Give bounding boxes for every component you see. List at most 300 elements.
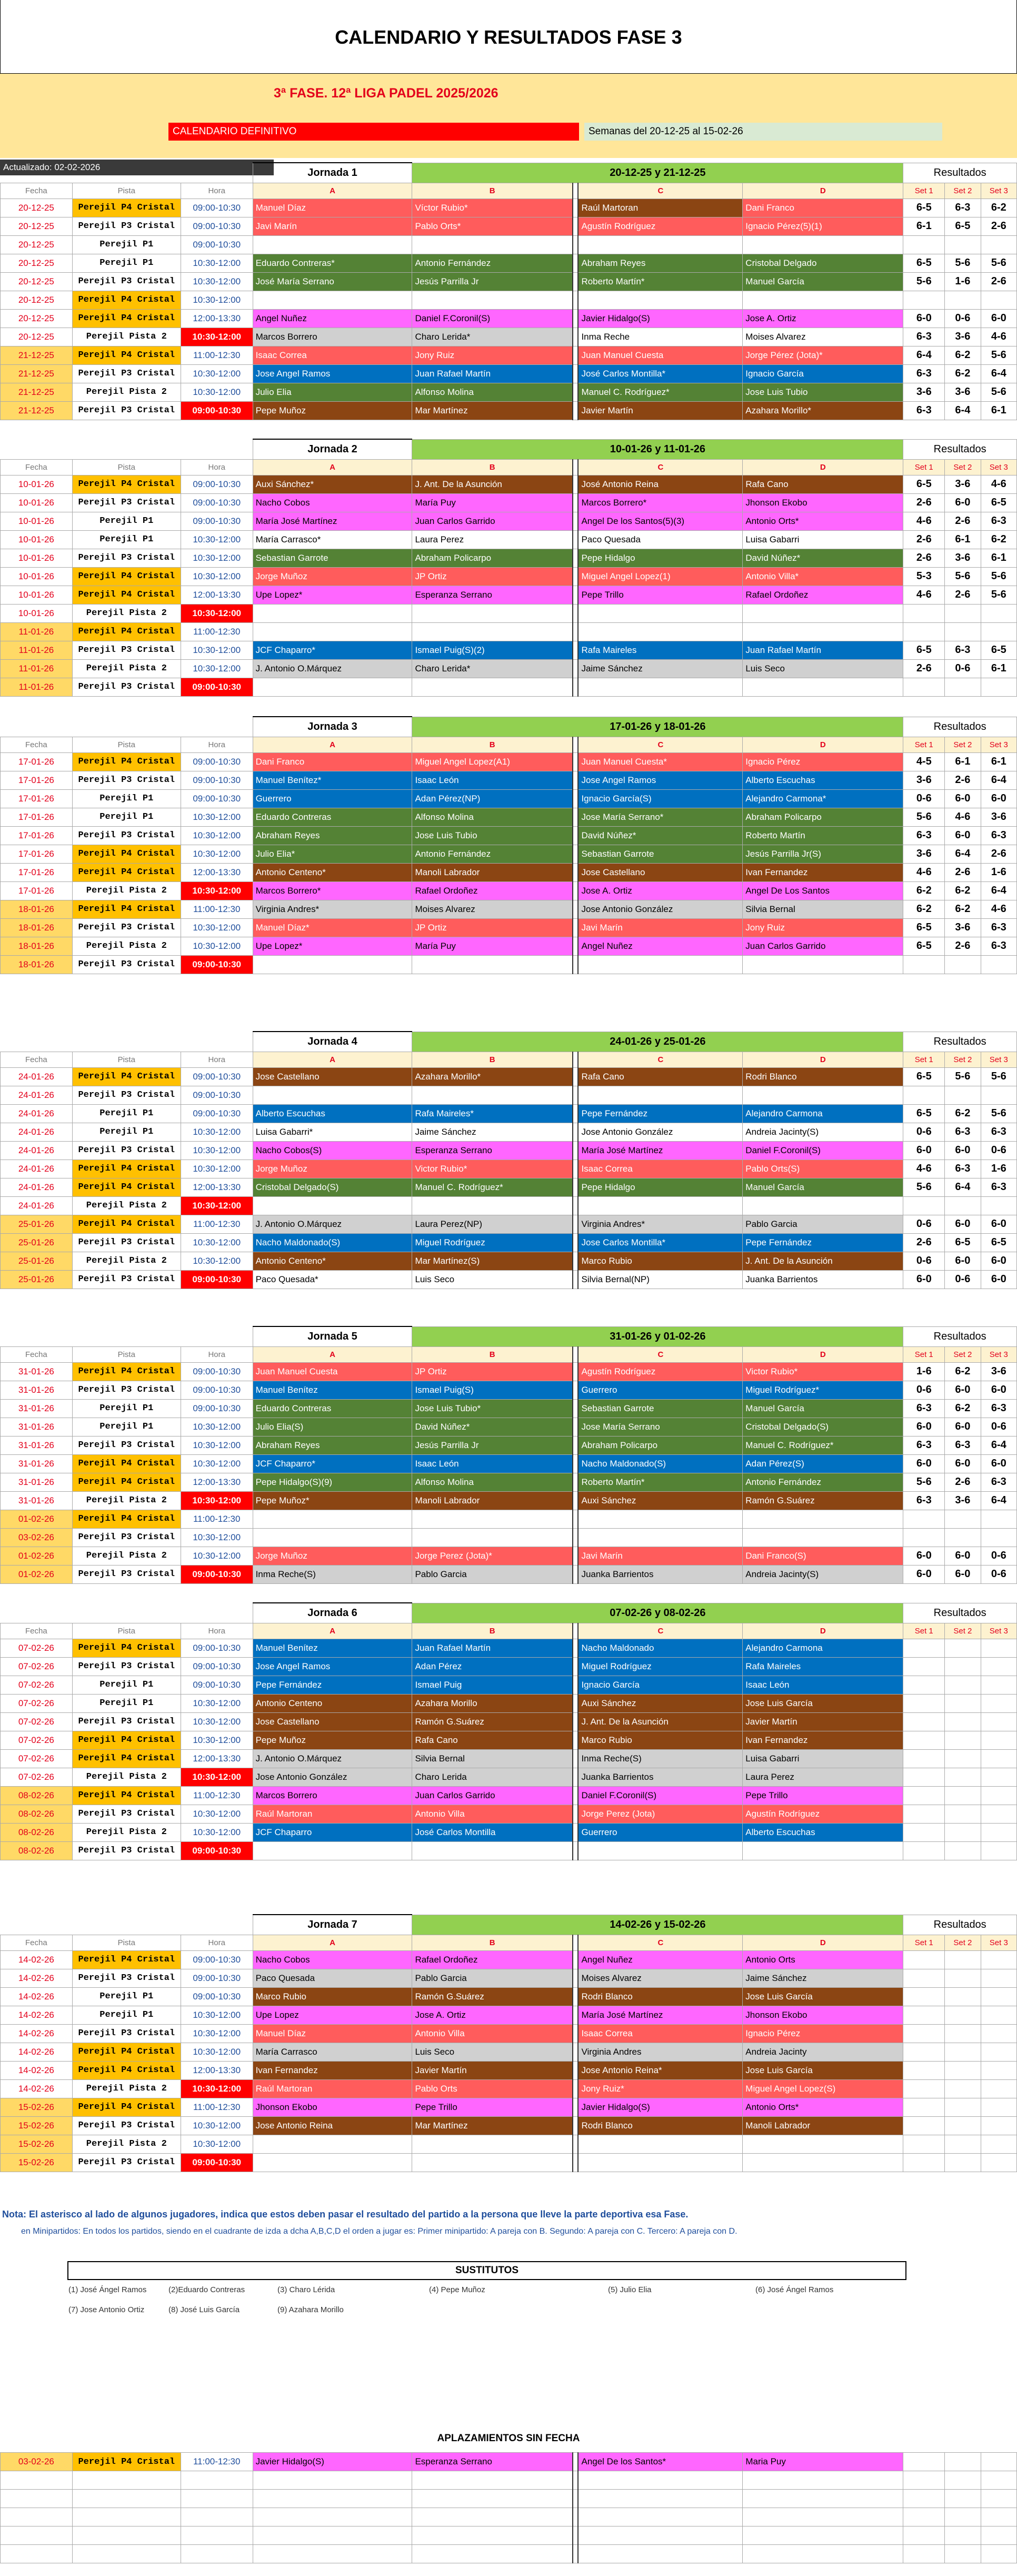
player-d: Juan Rafael Martín [743,641,903,659]
match-court: Perejil P3 Cristal [72,1969,181,1987]
gap-col [573,604,579,622]
aplz-time [181,2545,253,2563]
match-row [1,2116,1017,2135]
hora-header: Hora [181,183,253,199]
set1-score: 6-5 [903,641,945,659]
resultados-label: Resultados [903,1032,1017,1052]
match-row [1,1067,1017,1086]
set3-score: 6-5 [981,493,1016,512]
aplazamiento-grid [0,2452,1017,2563]
player-a [253,2527,412,2545]
set3-score [981,2043,1016,2061]
match-date: 03-02-26 [1,1528,73,1547]
set1-score [903,1950,945,1969]
gap-col [573,2024,579,2043]
player-d: Juanka Barrientos [743,1270,903,1289]
player-c: Angel De los Santos* [578,2453,742,2471]
gap-col [573,272,579,291]
player-a: Jose Antonio González [253,1768,412,1786]
gap-col [573,1969,579,1987]
col-b-header: B [412,1935,573,1950]
set2-score [945,2006,981,2024]
player-b: Ramón G.Suárez [412,1712,573,1731]
player-c: Javi Marín [578,918,742,937]
player-b: Ismael Puig(S)(2) [412,641,573,659]
set3-score: 6-3 [981,1178,1016,1196]
player-b: Ramón G.Suárez [412,1987,573,2006]
gap-col [573,808,579,826]
player-a: Raúl Martoran [253,1805,412,1823]
match-date: 15-02-26 [1,2098,73,2116]
match-row [1,881,1017,900]
match-court: Perejil P3 Cristal [72,2024,181,2043]
player-c [578,1086,742,1104]
match-court: Perejil Pista 2 [72,1768,181,1786]
set1-score [903,2545,945,2563]
player-d: Daniel F.Coronil(S) [743,1141,903,1160]
player-b [412,2490,573,2508]
set2-score: 6-0 [945,1215,981,1233]
set1-score: 6-5 [903,475,945,493]
set1-score [903,2453,945,2471]
gap-col [573,1623,579,1639]
set2-score [945,1731,981,1749]
player-d: Jony Ruiz [743,918,903,937]
player-a: Nacho Cobos [253,493,412,512]
col-b-header: B [412,1623,573,1639]
gap-col [573,549,579,567]
match-time: 10:30-12:00 [181,2079,253,2098]
set2-score: 3-6 [945,475,981,493]
set3-score: 6-1 [981,401,1016,420]
gap-col [573,900,579,918]
liga-subtitle: 3ª FASE. 12ª LIGA PADEL 2025/2026 [274,86,498,101]
player-d: Ignacio Pérez(5)(1) [743,217,903,235]
match-row [1,346,1017,364]
set3-score: 6-3 [981,918,1016,937]
match-row [1,641,1017,659]
player-a: JCF Chaparro* [253,1454,412,1473]
player-a: María Carrasco* [253,530,412,549]
player-d: Abraham Policarpo [743,808,903,826]
match-court: Perejil P4 Cristal [72,1749,181,1768]
player-a: Luisa Gabarri* [253,1123,412,1141]
player-c: Manuel C. Rodríguez* [578,383,742,401]
set2-score: 6-4 [945,845,981,863]
set3-score [981,1639,1016,1657]
match-date: 21-12-25 [1,383,73,401]
set1-score: 2-6 [903,530,945,549]
match-row [1,1694,1017,1712]
set3-score [981,1786,1016,1805]
player-b: Juan Rafael Martín [412,364,573,383]
player-d: Jose Luis García [743,2061,903,2079]
set3-score [981,235,1016,254]
set1-score [903,2135,945,2153]
player-c: Roberto Martín* [578,1473,742,1491]
match-time: 09:00-10:30 [181,217,253,235]
set1-score: 4-6 [903,512,945,530]
match-court: Perejil P3 Cristal [72,364,181,383]
resultados-label: Resultados [903,1915,1017,1935]
match-court: Perejil P3 Cristal [72,1141,181,1160]
player-b: Luis Seco [412,2043,573,2061]
match-date: 17-01-26 [1,771,73,789]
player-a: Javier Hidalgo(S) [253,2453,412,2471]
set1-score [903,1987,945,2006]
set3-score: 2-6 [981,272,1016,291]
set1-header: Set 1 [903,1935,945,1950]
player-d: Azahara Morillo* [743,401,903,420]
player-a: Nacho Cobos(S) [253,1141,412,1160]
set2-score: 6-2 [945,900,981,918]
match-time: 10:30-12:00 [181,1123,253,1141]
player-b: Jaime Sánchez [412,1123,573,1141]
player-b: María Puy [412,493,573,512]
match-court: Perejil P4 Cristal [72,845,181,863]
player-b: Laura Perez(NP) [412,1215,573,1233]
match-court: Perejil P1 [72,1399,181,1418]
match-date: 17-01-26 [1,881,73,900]
gap-col [573,622,579,641]
match-court: Perejil P3 Cristal [72,918,181,937]
resultados-label: Resultados [903,1326,1017,1346]
match-row [1,1123,1017,1141]
match-time: 10:30-12:00 [181,549,253,567]
player-d: Ivan Fernandez [743,863,903,881]
set1-score [903,1712,945,1731]
match-date: 31-01-26 [1,1399,73,1418]
gap-col [573,1160,579,1178]
player-c [578,2508,742,2527]
set1-score: 6-0 [903,1547,945,1565]
semanas-label: Semanas del 20-12-25 al 15-02-26 [584,123,942,141]
match-row [1,1987,1017,2006]
set2-score: 6-0 [945,1565,981,1583]
player-a: Pepe Muñoz [253,401,412,420]
player-d: Ramón G.Suárez [743,1491,903,1510]
player-d: Manuel García [743,1399,903,1418]
match-court: Perejil P1 [72,235,181,254]
set3-score [981,1841,1016,1860]
set1-score: 5-6 [903,808,945,826]
match-row [1,567,1017,586]
player-d: Luis Seco [743,659,903,678]
player-b: Javier Martín [412,2061,573,2079]
match-row [1,364,1017,383]
gap-col [573,918,579,937]
match-court: Perejil P3 Cristal [72,1436,181,1454]
player-b: Mar Martínez [412,2116,573,2135]
player-c: Inma Reche [578,328,742,346]
player-a: Paco Quesada [253,1969,412,1987]
match-court: Perejil Pista 2 [72,328,181,346]
gap-col [573,1510,579,1528]
set2-score [945,2024,981,2043]
jornada-table [0,162,1017,420]
match-row [1,1141,1017,1160]
gap-col [573,1491,579,1510]
player-a: Cristobal Delgado(S) [253,1178,412,1196]
match-date: 25-01-26 [1,1270,73,1289]
player-b: Pablo Garcia [412,1565,573,1583]
gap-col [573,1196,579,1215]
sustitutos-title: SUSTITUTOS [67,2261,906,2280]
set3-score: 5-6 [981,1067,1016,1086]
player-d: Ignacio Pérez [743,2024,903,2043]
gap-col [573,1178,579,1196]
player-d: Antonio Villa* [743,567,903,586]
player-a [253,2153,412,2172]
col-d-header: D [743,1935,903,1950]
match-date: 10-01-26 [1,586,73,604]
set2-score: 0-6 [945,309,981,328]
set2-score: 3-6 [945,1491,981,1510]
player-a: Sebastian Garrote [253,549,412,567]
set2-score: 6-3 [945,199,981,217]
set2-score: 0-6 [945,1270,981,1289]
set1-score: 2-6 [903,493,945,512]
player-d: Cristobal Delgado [743,254,903,272]
player-a [253,1196,412,1215]
player-a: Eduardo Contreras [253,1399,412,1418]
match-row [1,2135,1017,2153]
match-row [1,586,1017,604]
sustituto-item: (8) José Luis García [168,2305,240,2314]
player-b: Mar Martínez(S) [412,1252,573,1270]
match-date: 08-02-26 [1,1805,73,1823]
match-date: 08-02-26 [1,1786,73,1805]
match-court: Perejil Pista 2 [72,1252,181,1270]
player-d: Jose Luis García [743,1987,903,2006]
player-b: Jony Ruiz [412,346,573,364]
col-d-header: D [743,459,903,475]
match-time: 09:00-10:30 [181,1399,253,1418]
match-time: 10:30-12:00 [181,1823,253,1841]
resultados-label: Resultados [903,1603,1017,1623]
jornada-dates: 17-01-26 y 18-01-26 [412,717,903,737]
set3-score: 5-6 [981,586,1016,604]
match-time: 10:30-12:00 [181,2116,253,2135]
match-row [1,1786,1017,1805]
fecha-header: Fecha [1,459,73,475]
match-date: 14-02-26 [1,2043,73,2061]
player-d: Silvia Bernal [743,900,903,918]
set3-score [981,1086,1016,1104]
gap-col [573,1639,579,1657]
player-c: Pepe Trillo [578,586,742,604]
match-date: 24-01-26 [1,1178,73,1196]
match-row [1,1178,1017,1196]
set2-score [945,1823,981,1841]
set1-header: Set 1 [903,1346,945,1362]
player-d: Moises Alvarez [743,328,903,346]
match-date: 31-01-26 [1,1454,73,1473]
match-court: Perejil P4 Cristal [72,1160,181,1178]
match-row [1,217,1017,235]
match-date: 20-12-25 [1,272,73,291]
player-a: Pepe Fernández [253,1676,412,1694]
gap-col [573,1547,579,1565]
jornada-label: Jornada 6 [253,1603,412,1623]
match-time: 10:30-12:00 [181,254,253,272]
set1-score [903,2527,945,2545]
player-d: Rafael Ordoñez [743,586,903,604]
match-row [1,918,1017,937]
set1-score: 5-6 [903,1473,945,1491]
player-a: Jose Antonio Reina [253,2116,412,2135]
player-c: Marco Rubio [578,1252,742,1270]
match-date: 07-02-26 [1,1731,73,1749]
set1-score [903,1786,945,1805]
match-date: 10-01-26 [1,493,73,512]
gap-col [573,737,579,752]
col-b-header: B [412,737,573,752]
set1-score: 4-6 [903,863,945,881]
set1-score: 0-6 [903,1123,945,1141]
match-date: 08-02-26 [1,1841,73,1860]
set3-score: 4-6 [981,900,1016,918]
match-date: 07-02-26 [1,1749,73,1768]
match-court: Perejil P4 Cristal [72,586,181,604]
match-court: Perejil P3 Cristal [72,1381,181,1399]
set3-score [981,1768,1016,1786]
match-court: Perejil P4 Cristal [72,1362,181,1381]
match-time: 09:00-10:30 [181,1086,253,1104]
gap-col [573,881,579,900]
match-row [1,1252,1017,1270]
player-d [743,1510,903,1528]
player-c: David Núñez* [578,826,742,845]
player-d: Luisa Gabarri [743,1749,903,1768]
set1-score [903,1657,945,1676]
match-time: 10:30-12:00 [181,530,253,549]
set2-score [945,1786,981,1805]
player-b: Laura Perez [412,530,573,549]
player-c: Paco Quesada [578,530,742,549]
match-row [1,549,1017,567]
set2-score: 6-4 [945,1178,981,1196]
set3-score [981,604,1016,622]
set1-score [903,1805,945,1823]
set3-score [981,2006,1016,2024]
set1-score [903,2006,945,2024]
set2-score: 0-6 [945,659,981,678]
match-court: Perejil Pista 2 [72,1547,181,1565]
match-time: 11:00-12:30 [181,1786,253,1805]
set2-score [945,1749,981,1768]
match-time: 10:30-12:00 [181,1436,253,1454]
match-time: 10:30-12:00 [181,808,253,826]
match-row [1,1215,1017,1233]
jornada-dates: 14-02-26 y 15-02-26 [412,1915,903,1935]
set1-score [903,1639,945,1657]
aplazamiento-row [1,2545,1017,2563]
col-d-header: D [743,737,903,752]
aplz-time [181,2508,253,2527]
aplz-time [181,2471,253,2490]
set2-score [945,291,981,309]
set1-score: 6-5 [903,199,945,217]
match-row [1,1196,1017,1215]
player-c: Jose A. Ortiz [578,881,742,900]
player-c [578,235,742,254]
set2-score [945,1768,981,1786]
hora-header: Hora [181,1623,253,1639]
match-row [1,752,1017,771]
player-b: Juan Rafael Martín [412,1639,573,1657]
match-row [1,2079,1017,2098]
match-time: 10:30-12:00 [181,567,253,586]
match-court: Perejil P4 Cristal [72,1178,181,1196]
player-a: María Carrasco [253,2043,412,2061]
player-d: Rodri Blanco [743,1067,903,1086]
match-row [1,199,1017,217]
match-court: Perejil P4 Cristal [72,309,181,328]
match-time: 09:00-10:30 [181,1381,253,1399]
match-date: 31-01-26 [1,1436,73,1454]
player-b: Alfonso Molina [412,808,573,826]
set2-score [945,1950,981,1969]
match-row [1,1418,1017,1436]
match-time: 11:00-12:30 [181,2098,253,2116]
player-a: Paco Quesada* [253,1270,412,1289]
gap-col [573,771,579,789]
match-row [1,530,1017,549]
player-a: Marcos Borrero [253,1786,412,1805]
match-time: 10:30-12:00 [181,659,253,678]
match-row [1,1657,1017,1676]
match-time: 10:30-12:00 [181,1454,253,1473]
player-a: Manuel Díaz [253,2024,412,2043]
match-court: Perejil P4 Cristal [72,291,181,309]
set3-score: 5-6 [981,254,1016,272]
player-a: J. Antonio O.Márquez [253,1749,412,1768]
col-a-header: A [253,183,412,199]
match-date: 08-02-26 [1,1823,73,1841]
player-d: Ivan Fernandez [743,1731,903,1749]
sustituto-item: (9) Azahara Morillo [277,2305,344,2314]
gap-col [573,183,579,199]
player-b: J. Ant. De la Asunción [412,475,573,493]
set2-header: Set 2 [945,737,981,752]
player-c: Angel Nuñez [578,1950,742,1969]
player-a: Upe Lopez* [253,937,412,955]
player-a [253,1528,412,1547]
col-a-header: A [253,459,412,475]
player-d: Dani Franco [743,199,903,217]
match-court: Perejil P4 Cristal [72,2098,181,2116]
match-row [1,1639,1017,1657]
resultados-label: Resultados [903,717,1017,737]
player-b: Miguel Rodríguez [412,1233,573,1252]
set1-score [903,2061,945,2079]
match-row [1,235,1017,254]
player-c [578,2490,742,2508]
match-time: 09:00-10:30 [181,1841,253,1860]
match-time: 10:30-12:00 [181,1805,253,1823]
match-row [1,826,1017,845]
gap-col [573,1454,579,1473]
match-date: 10-01-26 [1,549,73,567]
match-court: Perejil P3 Cristal [72,955,181,974]
set2-score: 6-5 [945,217,981,235]
header-blank [1,717,253,737]
player-b: Manuel C. Rodríguez* [412,1178,573,1196]
match-court: Perejil P4 Cristal [72,1454,181,1473]
match-court: Perejil P1 [72,1694,181,1712]
match-date: 14-02-26 [1,1950,73,1969]
